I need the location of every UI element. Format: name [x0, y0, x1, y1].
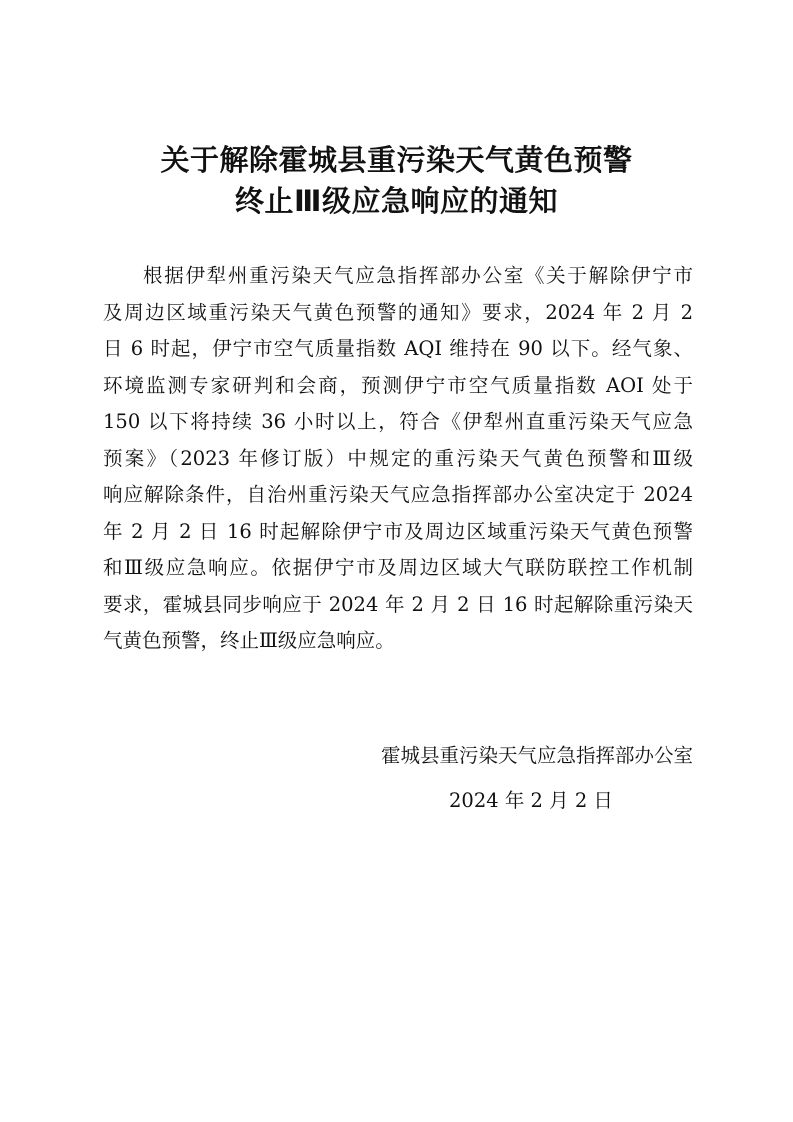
body-line: 环境监测专家研判和会商，预测伊宁市空气质量指数 AOI 处于	[103, 373, 693, 397]
body-line: 气黄色预警，终止Ⅲ级应急响应。	[103, 629, 395, 652]
body-line: 要求，霍城县同步响应于 2024 年 2 月 2 日 16 时起解除重污染天	[103, 592, 693, 616]
body-line: 和Ⅲ级应急响应。依据伊宁市及周边区域大气联防联控工作机制	[103, 556, 693, 579]
signature-organization: 霍城县重污染天气应急指挥部办公室	[380, 744, 693, 767]
body-line: 及周边区域重污染天气黄色预警的通知》要求，2024 年 2 月 2	[103, 300, 693, 324]
body-line: 预案》（2023 年修订版）中规定的重污染天气黄色预警和Ⅲ级	[103, 446, 693, 470]
document-title-line-1: 关于解除霍城县重污染天气黄色预警	[160, 143, 633, 177]
document-title-line-2: 终止Ⅲ级应急响应的通知	[235, 184, 558, 218]
signature-date: 2024 年 2 月 2 日	[449, 789, 613, 812]
body-line: 150 以下将持续 36 小时以上，符合《伊犁州直重污染天气应急	[103, 410, 693, 433]
document-body	[103, 258, 693, 660]
body-line: 根据伊犁州重污染天气应急指挥部办公室《关于解除伊宁市	[143, 264, 693, 287]
body-line: 年 2 月 2 日 16 时起解除伊宁市及周边区域重污染天气黄色预警	[103, 519, 693, 543]
body-line: 日 6 时起，伊宁市空气质量指数 AQI 维持在 90 以下。经气象、	[103, 337, 693, 360]
body-line: 响应解除条件，自治州重污染天气应急指挥部办公室决定于 2024	[103, 483, 693, 506]
